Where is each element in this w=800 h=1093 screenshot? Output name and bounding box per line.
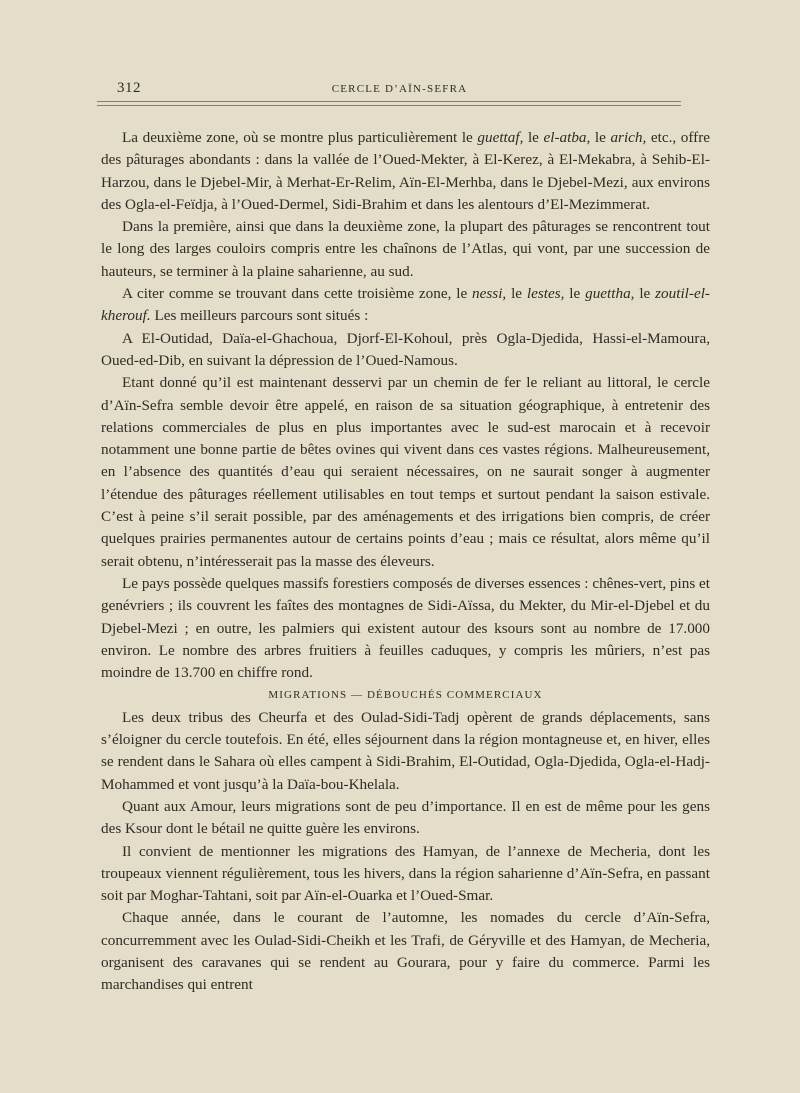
running-title: CERCLE D’AÏN-SEFRA <box>331 83 468 95</box>
paragraph: Chaque année, dans le courant de l’automne, les nomades du cercle d’Aïn-Sefra, concurremment avec les Oulad-Sidi-Cheikh et les Trafi, de Géryville et des Hamyan, de Mecheria, organisent des caravanes qui se rendent au Gourara, pour y faire du commerce. Parmi les marchandises qui entrent <box>101 909 710 994</box>
paragraph: Le pays possède quelques massifs forestiers composés de diverses essences : chênes-vert, pins et genévriers ; ils couvrent les faîtes des montagnes de Sidi-Aïssa, du Mekter, du Mir-el-Djebel et du Djebel-Mezi ; en outre, les palmiers qui existent autour des ksours sont au nombre de 17.000 environ. Le nombre des arbres fruitiers à feuilles caduques, y compris les mûriers, n’est pas moindre de 13.700 en chiffre rond. <box>101 574 710 682</box>
paragraph: Les deux tribus des Cheurfa et des Oulad-Sidi-Tadj opèrent de grands déplacements, sans s’éloigner du cercle toutefois. En été, elles séjournent dans la région montagneuse et, en hiver, elles se rendent dans le Sahara où elles campent à Sidi-Brahim, El-Outidad, Ogla-Djedida, Ogla-el-Hadj-Mohammed et vont jusqu’à la Daïa-bou-Khelala. <box>101 708 710 793</box>
page-header <box>117 80 682 100</box>
body-text <box>101 127 710 997</box>
paragraph: Dans la première, ainsi que dans la deuxième zone, la plupart des pâturages se rencontrent tout le long des larges couloirs compris entre les chaînons de l’Atlas, qui vont, par une succession de hauteurs, se terminer à la plaine saharienne, au sud. <box>101 218 710 280</box>
paragraph: Etant donné qu’il est maintenant desservi par un chemin de fer le reliant au littoral, le cercle d’Aïn-Sefra semble devoir être appelé, en raison de sa situation géographique, à entretenir des relations commerciales de plus en plus importantes avec le sud-est marocain et à recevoir notamment une bonne partie de bêtes ovines qui vivent dans ces vastes régions. Malheureusement, en l’absence des quantités d’eau qui seraient nécessaires, on ne saurait songer à augmenter l’étendue des pâturages réellement utilisables en tout temps et surtout pendant la saison estivale. C’est à peine s’il serait possible, par des aménagements et des irrigations bien compris, de créer quelques prairies permanentes autour de certains points d’eau ; mais ce résultat, alors même qu’il serait obtenu, n’intéresserait pas la masse des éleveurs. <box>101 374 710 570</box>
header-rule <box>97 101 681 106</box>
paragraph: Quant aux Amour, leurs migrations sont de peu d’importance. Il en est de même pour les gens des Ksour dont le bétail ne quitte guère les environs. <box>101 797 710 838</box>
paragraph: Il convient de mentionner les migrations des Hamyan, de l’annexe de Mecheria, dont les troupeaux viennent régulièrement, tous les hivers, dans la région saharienne d’Aïn-Sefra, en passant soit par Moghar-Tahtani, soit par Aïn-el-Ouarka et l’Oued-Smar. <box>101 842 710 905</box>
section-heading: MIGRATIONS — DÉBOUCHÉS COMMERCIAUX <box>268 689 543 702</box>
paragraph: A El-Outidad, Daïa-el-Ghachoua, Djorf-El-Kohoul, près Ogla-Djedida, Hassi-el-Mamoura, Oued-ed-Dib, en suivant la dépression de l’Oued-Namous. <box>101 329 710 369</box>
page-number: 312 <box>117 80 141 96</box>
paragraph: A citer comme se trouvant dans cette troisième zone, le nessi, le lestes, le guettha, le zoutil-el-kherouf. Les meilleurs parcours sont situés : <box>101 285 710 325</box>
paragraph: La deuxième zone, où se montre plus particulièrement le guettaf, le el-atba, le arich, etc., offre des pâturages abondants : dans la vallée de l’Oued-Mekter, à El-Kerez, à El-Mekabra, à Sehib-El-Harzou, dans le Djebel-Mir, à Merhat-Er-Relim, Aïn-El-Merhba, dans le Djebel-Mezi, aux environs des Ogla-el-Feïdja, à l’Oued-Dermel, Sidi-Brahim et dans les alentours d’El-Mezimmerat. <box>101 129 710 213</box>
